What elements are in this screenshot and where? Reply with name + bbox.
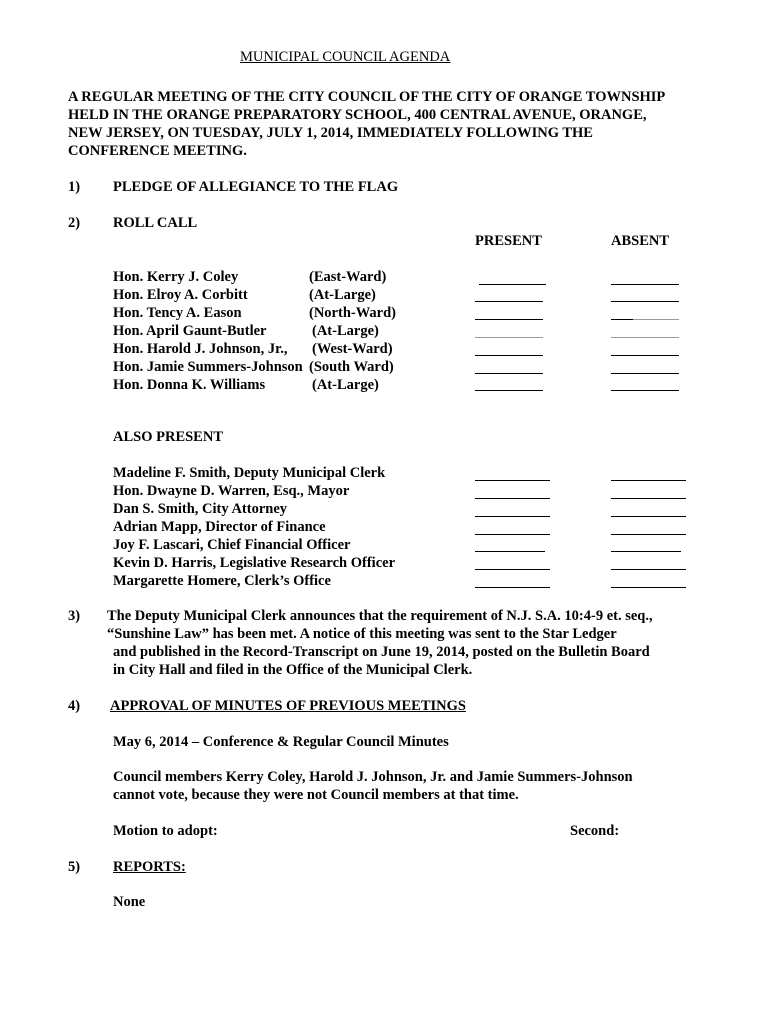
member-ward: (South Ward): [309, 359, 394, 375]
item-number-5: 5): [68, 859, 81, 875]
present-blank[interactable]: [475, 480, 550, 481]
absent-blank[interactable]: [611, 301, 679, 302]
present-blank[interactable]: [475, 516, 550, 517]
absent-blank[interactable]: [611, 551, 681, 552]
absent-blank[interactable]: [611, 284, 679, 285]
intro-line-1: A REGULAR MEETING OF THE CITY COUNCIL OF THE CITY OF ORANGE TOWNSHIP: [68, 89, 666, 105]
item-number-4: 4): [68, 698, 81, 714]
absent-blank[interactable]: [611, 516, 686, 517]
present-blank[interactable]: [475, 337, 543, 338]
member-ward: (At-Large): [312, 323, 379, 339]
present-blank[interactable]: [475, 498, 550, 499]
absent-blank[interactable]: [611, 480, 686, 481]
absent-blank[interactable]: [611, 390, 679, 391]
member-name: Hon. Harold J. Johnson, Jr.,: [113, 341, 288, 357]
minutes-note-line: cannot vote, because they were not Council members at that time.: [113, 787, 519, 803]
member-name: Hon. Tency A. Eason: [113, 305, 242, 321]
present-blank[interactable]: [475, 551, 545, 552]
absent-blank[interactable]: [611, 534, 686, 535]
absent-blank[interactable]: [611, 319, 633, 320]
member-ward: (East-Ward): [309, 269, 387, 285]
present-blank[interactable]: [475, 373, 543, 374]
official-name: Joy F. Lascari, Chief Financial Officer: [113, 537, 351, 553]
motion-label: Motion to adopt:: [113, 823, 218, 839]
sunshine-text-line: in City Hall and filed in the Office of the Municipal Clerk.: [113, 662, 473, 678]
official-name: Adrian Mapp, Director of Finance: [113, 519, 326, 535]
sunshine-text-line: and published in the Record-Transcript on June 19, 2014, posted on the Bulletin Board: [113, 644, 650, 660]
absent-blank-faded: [633, 319, 679, 320]
member-ward: (West-Ward): [312, 341, 393, 357]
present-blank[interactable]: [479, 284, 546, 285]
minutes-heading: APPROVAL OF MINUTES OF PREVIOUS MEETINGS: [110, 698, 466, 714]
intro-line-2: HELD IN THE ORANGE PREPARATORY SCHOOL, 400 CENTRAL AVENUE, ORANGE,: [68, 107, 647, 123]
absent-blank[interactable]: [611, 355, 679, 356]
present-blank[interactable]: [475, 534, 550, 535]
member-name: Hon. Kerry J. Coley: [113, 269, 239, 285]
absent-blank[interactable]: [611, 337, 679, 338]
reports-heading: REPORTS:: [113, 859, 186, 875]
pledge-heading: PLEDGE OF ALLEGIANCE TO THE FLAG: [113, 179, 399, 195]
item-number-2: 2): [68, 215, 81, 231]
member-ward: (At-Large): [309, 287, 376, 303]
absent-blank[interactable]: [611, 587, 686, 588]
member-ward: (North-Ward): [309, 305, 396, 321]
member-ward: (At-Large): [312, 377, 379, 393]
minutes-meeting: May 6, 2014 – Conference & Regular Council Minutes: [113, 734, 449, 750]
intro-line-3: NEW JERSEY, ON TUESDAY, JULY 1, 2014, IMMEDIATELY FOLLOWING THE: [68, 125, 593, 141]
present-blank[interactable]: [475, 301, 543, 302]
minutes-note-line: Council members Kerry Coley, Harold J. Johnson, Jr. and Jamie Summers-Johnson: [113, 769, 633, 785]
absent-blank[interactable]: [611, 373, 679, 374]
reports-text: None: [113, 894, 146, 910]
second-label: Second:: [570, 823, 620, 839]
official-name: Margarette Homere, Clerk’s Office: [113, 573, 331, 589]
absent-blank[interactable]: [611, 569, 686, 570]
present-blank[interactable]: [475, 319, 543, 320]
official-name: Hon. Dwayne D. Warren, Esq., Mayor: [113, 483, 350, 499]
member-name: Hon. Elroy A. Corbitt: [113, 287, 248, 303]
page-title: MUNICIPAL COUNCIL AGENDA: [240, 49, 451, 65]
also-present-heading: ALSO PRESENT: [113, 429, 223, 445]
official-name: Dan S. Smith, City Attorney: [113, 501, 288, 517]
roll-call-heading: ROLL CALL: [113, 215, 198, 231]
official-name: Kevin D. Harris, Legislative Research Officer: [113, 555, 396, 571]
present-blank[interactable]: [475, 587, 550, 588]
sunshine-text-line: “Sunshine Law” has been met. A notice of this meeting was sent to the Star Ledger: [107, 626, 617, 642]
item-number-1: 1): [68, 179, 81, 195]
present-blank[interactable]: [475, 569, 550, 570]
intro-line-4: CONFERENCE MEETING.: [68, 143, 247, 159]
member-name: Hon. April Gaunt-Butler: [113, 323, 267, 339]
present-column-header: PRESENT: [475, 233, 542, 249]
member-name: Hon. Jamie Summers-Johnson: [113, 359, 303, 375]
official-name: Madeline F. Smith, Deputy Municipal Clerk: [113, 465, 386, 481]
present-blank[interactable]: [475, 390, 543, 391]
member-name: Hon. Donna K. Williams: [113, 377, 266, 393]
sunshine-text-line: The Deputy Municipal Clerk announces that the requirement of N.J. S.A. 10:4-9 et. seq.,: [107, 608, 653, 624]
absent-blank[interactable]: [611, 498, 686, 499]
present-blank[interactable]: [475, 355, 543, 356]
absent-column-header: ABSENT: [611, 233, 670, 249]
item-number-3: 3): [68, 608, 81, 624]
